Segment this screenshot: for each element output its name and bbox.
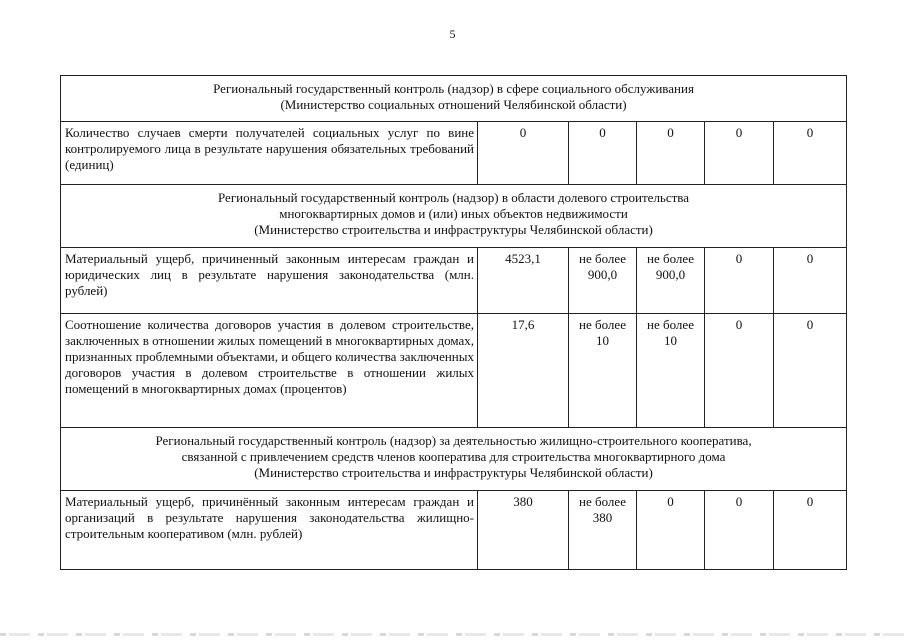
scan-edge-artifact bbox=[0, 633, 905, 636]
table-row bbox=[61, 314, 847, 428]
table-row bbox=[61, 248, 847, 314]
indicators-table bbox=[60, 75, 847, 570]
table-row bbox=[61, 122, 847, 185]
section-heading-line: Региональный государственный контроль (надзор) в сфере социального обслуживания bbox=[213, 81, 694, 96]
section-heading-line: Региональный государственный контроль (надзор) за деятельностью жилищно-строительного кооператива, bbox=[155, 433, 752, 448]
table-row bbox=[61, 491, 847, 570]
section-heading-line: (Министерство строительства и инфраструктуры Челябинской области) bbox=[254, 465, 653, 480]
indicator-value: не более 380 bbox=[569, 491, 637, 570]
indicator-value: 0 bbox=[637, 491, 705, 570]
section-heading-line: (Министерство социальных отношений Челябинской области) bbox=[280, 97, 627, 112]
indicator-value: 0 bbox=[705, 248, 774, 314]
indicator-value: 0 bbox=[705, 491, 774, 570]
indicator-value: 0 bbox=[478, 122, 569, 185]
indicator-value: 0 bbox=[569, 122, 637, 185]
section-heading-line: Региональный государственный контроль (надзор) в области долевого строительства bbox=[218, 190, 690, 205]
indicator-value: 17,6 bbox=[478, 314, 569, 428]
indicator-value: 0 bbox=[705, 122, 774, 185]
section-heading bbox=[61, 185, 847, 248]
indicator-value: 4523,1 bbox=[478, 248, 569, 314]
indicator-value: 0 bbox=[774, 122, 847, 185]
indicator-value: не более 10 bbox=[569, 314, 637, 428]
section-heading-row bbox=[61, 185, 847, 248]
indicator-value: 0 bbox=[774, 248, 847, 314]
indicator-value: 0 bbox=[774, 491, 847, 570]
indicator-value: 0 bbox=[705, 314, 774, 428]
indicator-description: Количество случаев смерти получателей социальных услуг по вине контролируемого лица в результате нарушения обязательных требований (единиц) bbox=[61, 122, 478, 185]
page-number: 5 bbox=[449, 27, 456, 41]
indicator-description: Материальный ущерб, причинённый законным интересам граждан и организаций в результате нарушения законодательства жилищно-строительным кооперативом (млн. рублей) bbox=[61, 491, 478, 570]
section-heading bbox=[61, 76, 847, 122]
indicator-description: Материальный ущерб, причиненный законным интересам граждан и юридических лиц в результате нарушения законодательства (млн. рублей) bbox=[61, 248, 478, 314]
indicator-value: 0 bbox=[637, 122, 705, 185]
section-heading-row bbox=[61, 428, 847, 491]
section-heading bbox=[61, 428, 847, 491]
indicator-value: не более 10 bbox=[637, 314, 705, 428]
indicator-value: не более 900,0 bbox=[637, 248, 705, 314]
indicator-description: Соотношение количества договоров участия в долевом строительстве, заключенных в отношении жилых помещений в многоквартирных домах, признанных проблемными объектами, и общего количества заключенных договоров участия в долевом строительстве в отношении жилых помещений в многоквартирных домах (процентов) bbox=[61, 314, 478, 428]
indicator-value: 380 bbox=[478, 491, 569, 570]
section-heading-row bbox=[61, 76, 847, 122]
section-heading-line: (Министерство строительства и инфраструктуры Челябинской области) bbox=[254, 222, 653, 237]
section-heading-line: связанной с привлечением средств членов кооператива для строительства многоквартирного дома bbox=[181, 449, 726, 464]
section-heading-line: многоквартирных домов и (или) иных объектов недвижимости bbox=[279, 206, 628, 221]
indicator-value: не более 900,0 bbox=[569, 248, 637, 314]
indicator-value: 0 bbox=[774, 314, 847, 428]
